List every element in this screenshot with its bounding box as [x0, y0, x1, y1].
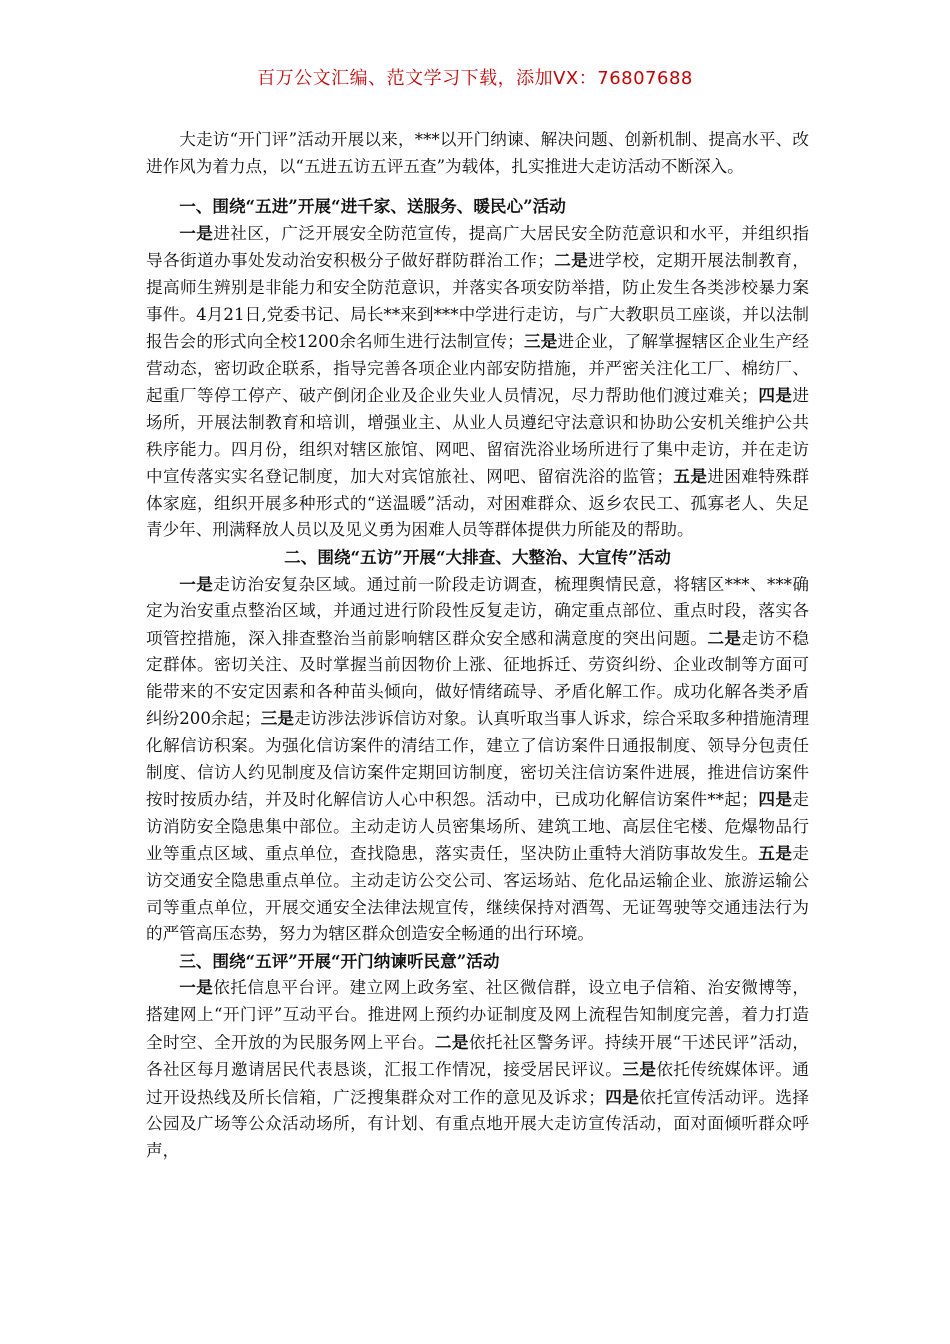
point-marker: 二是	[707, 627, 742, 648]
point-text: 依托社区警务评。持续开展“干述民评”活动，各社区每月邀请居民代表恳谈，汇报工作情况，接受居民评议。	[146, 1032, 810, 1080]
point-text: 走访交通安全隐患重点单位。主动走访公交公司、客运场站、危化品运输企业、旅游运输公司等重点单位，开展交通安全法律法规宣传，继续保持对酒驾、无证驾驶等交通违法行为的严管高压态势，努力为辖区群众创造安全畅通的出行环境。	[146, 844, 810, 944]
point-text: 进企业，了解掌握辖区企业生产经营动态，密切政企联系，指导完善各项企业内部安防措施，并严密关注化工厂、棉纺厂、起重厂等停工停产、破产倒闭企业及企业失业人员情况，尽力帮助他们渡过难关；	[146, 332, 810, 406]
point-text: 走访涉法涉诉信访对象。认真听取当事人诉求，综合采取多种措施清理化解信访积案。为强化信访案件的清结工作，建立了信访案件日通报制度、领导分包责任制度、信访人约见制度及信访案件定期回访制度，密切关注信访案件进展，推进信访案件按时按质办结，并及时化解信访人心中积怨。活动中，已成功化解信访案件**起；	[146, 709, 809, 810]
point-marker: 三是	[260, 708, 294, 729]
intro-paragraph: 大走访“开门评”活动开展以来，***以开门纳谏、解决问题、创新机制、提高水平、改进作风为着力点，以“五进五访五评五查”为载体，扎实推进大走访活动不断深入。	[146, 130, 809, 176]
point-text: 走访不稳定群体。密切关注、及时掌握当前因物价上涨、征地拆迁、劳资纠纷、企业改制等方面可能带来的不安定因素和各种苗头倾向，做好情绪疏导、矛盾化解工作。成功化解各类矛盾纠纷200余起；	[146, 628, 810, 729]
point-marker: 二是	[434, 1031, 469, 1052]
point-marker: 三是	[622, 1059, 657, 1080]
point-marker: 一是	[179, 977, 214, 998]
point-text: 进学校，定期开展法制教育，提高师生辨别是非能力和安全防范意识，并落实各项安防举措，防止发生各类涉校暴力案事件。4月21日,党委书记、局长**来到***中学进行走访，与广大教职员工座谈，并以法制报告会的形式向全校1200余名师生进行法制宣传；	[146, 251, 810, 352]
point-marker: 五是	[672, 466, 708, 487]
point-text: 走访治安复杂区域。通过前一阶段走访调查，梳理舆情民意，将辖区***、***确定为治安重点整治区域，并通过进行阶段性反复走访，确定重点部位、重点时段，落实各项管控措施，深入排查整治当前影响辖区群众安全感和满意度的突出问题。	[146, 574, 809, 648]
point-text: 进困难特殊群体家庭，组织开展多种形式的“送温暖”活动，对困难群众、返乡农民工、孤寡老人、失足青少年、刑满释放人员以及见义勇为困难人员等群体提供力所能及的帮助。	[146, 467, 810, 540]
point-text: 进社区，广泛开展安全防范宣传，提高广大居民安全防范意识和水平，并组织指导各街道办事处发动治安积极分子做好群防群治工作；	[146, 223, 810, 271]
point-text: 依托宣传活动评。选择公园及广场等公众活动场所，有计划、有重点地开展大走访宣传活动，面对面倾听群众呼声，	[146, 1087, 810, 1160]
point-text: 依托传统媒体评。通过开设热线及所长信箱，广泛搜集群众对工作的意见及诉求；	[146, 1060, 810, 1107]
header-banner: 百万公文汇编、范文学习下载，添加VX：76807688	[257, 68, 693, 89]
point-marker: 四是	[757, 385, 793, 406]
point-marker: 一是	[179, 222, 214, 243]
section-3-heading: 三、围绕“五评”开展“开门纳谏听民意”活动	[179, 950, 500, 971]
section-2-heading: 二、围绕“五访”开展“大排查、大整治、大宣传”活动	[284, 546, 671, 567]
section-3-paragraph	[146, 974, 809, 1164]
point-marker: 五是	[758, 843, 793, 864]
document-body	[146, 127, 809, 1165]
point-text: 走访消防安全隐患集中部位。主动走访人员密集场所、建筑工地、高层住宅楼、危爆物品行业等重点区域、重点单位，查找隐患，落实责任，坚决防止重特大消防事故发生。	[146, 790, 810, 864]
point-text: 依托信息平台评。建立网上政务室、社区微信群，设立电子信箱、治安微博等，搭建网上“开门评”互动平台。推进网上预约办证制度及网上流程告知制度完善，着力打造全时空、全开放的为民服务网上平台。	[146, 978, 810, 1052]
point-marker: 一是	[179, 573, 214, 594]
point-marker: 四是	[604, 1086, 640, 1107]
point-marker: 四是	[757, 789, 793, 810]
section-1-paragraph	[146, 220, 809, 544]
point-text: 进场所，开展法制教育和培训，增强业主、从业人员遵纪守法意识和协助公安机关维护公共秩序能力。四月份，组织对辖区旅馆、网吧、留宿洗浴业场所进行了集中走访，并在走访中宣传落实实名登记制度，加大对宾馆旅社、网吧、留宿洗浴的监管；	[146, 386, 810, 487]
point-marker: 二是	[553, 250, 589, 271]
section-2-paragraph	[146, 571, 809, 948]
section-1-heading: 一、围绕“五进”开展“进千家、送服务、暖民心”活动	[179, 196, 566, 217]
point-marker: 三是	[523, 331, 558, 352]
